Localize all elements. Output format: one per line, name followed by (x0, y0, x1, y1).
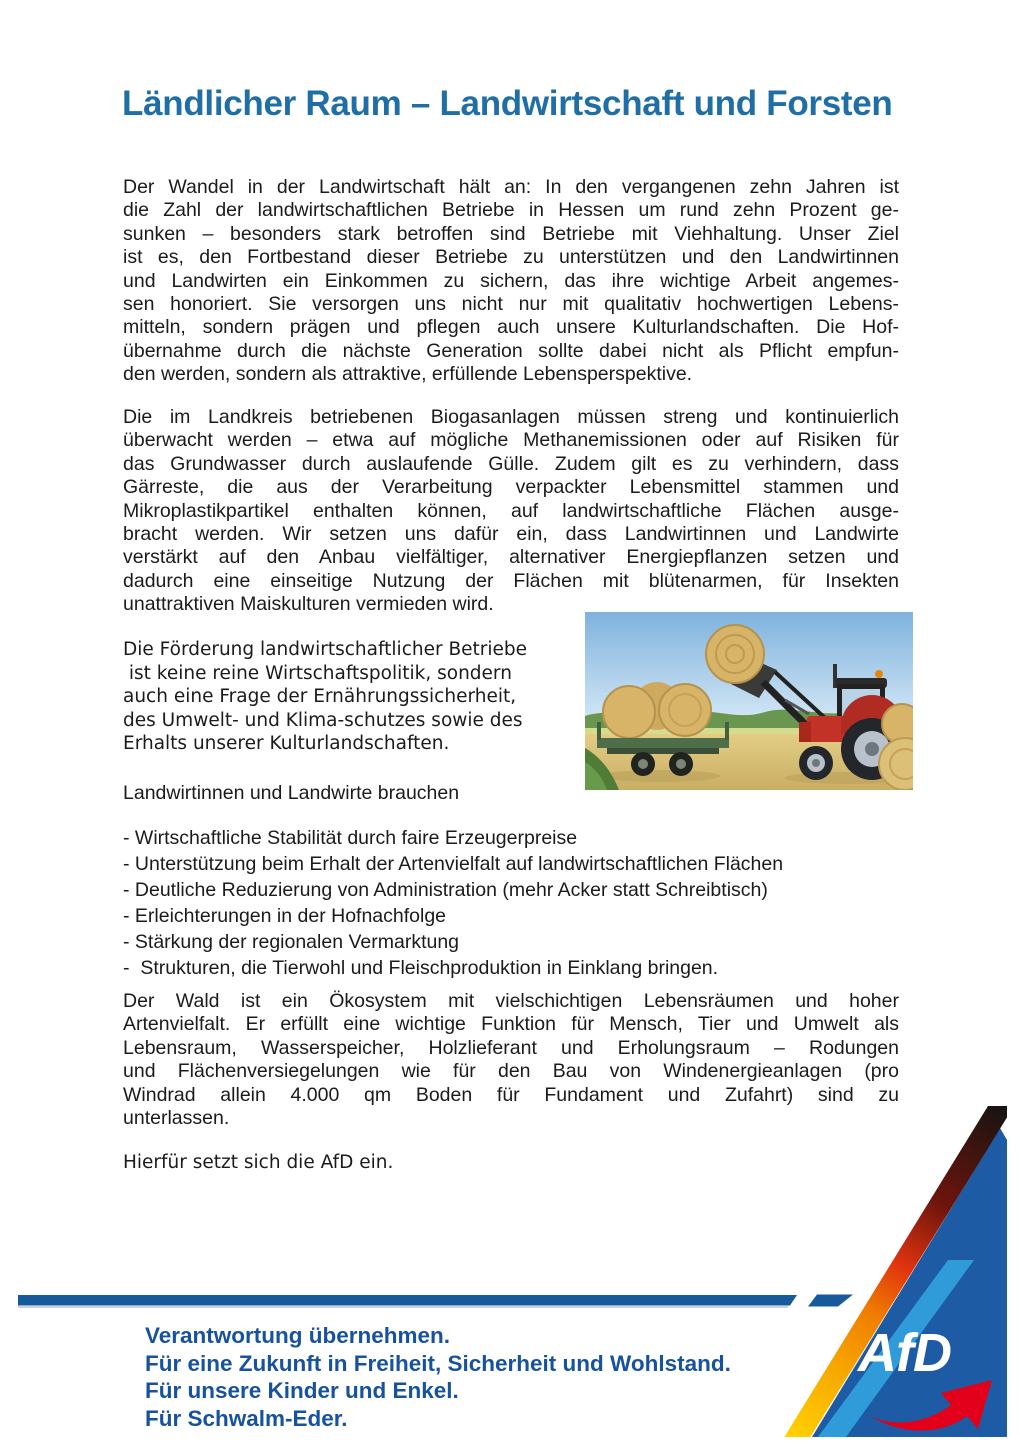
paragraph-line: unattraktiven Maiskulturen vermieden wird. (123, 593, 494, 616)
paragraph-line: Der Wald ist ein Ökosystem mit vielschichtigen Lebensräumen und hoher (123, 990, 899, 1012)
paragraph-line: sen honoriert. Sie versorgen uns nicht nur mit qualitativ hochwertigen Lebens- (123, 293, 899, 316)
shadow (600, 770, 720, 782)
slogan-line: Für eine Zukunft in Freiheit, Sicherheit und Wohlstand. (145, 1350, 731, 1376)
slogan-line: Für Schwalm-Eder. (145, 1406, 348, 1432)
paragraph-line: den werden, sondern als attraktive, erfüllende Lebensperspektive. (123, 363, 693, 386)
page-title: Ländlicher Raum – Landwirtschaft und Forsten (122, 84, 893, 123)
tractor-nose (799, 722, 811, 742)
trailer-frame (607, 748, 719, 754)
paragraph-line: dadurch eine einseitige Nutzung der Flächen mit blütenarmen, für Insekten (123, 569, 899, 592)
paragraph-line: Der Wandel in der Landwirtschaft hält an: In den vergangenen zehn Jahren ist (123, 176, 899, 198)
bar-shadow (18, 1306, 788, 1308)
paragraph-line: Gärreste, die aus der Verarbeitung verpackter Lebensmittel stammen und (123, 476, 899, 499)
paragraph-line: sunken – besonders stark betroffen sind Betriebe mit Viehhaltung. Unser Ziel (123, 222, 899, 245)
list-item: - Wirtschaftliche Stabilität durch faire Erzeugerpreise (123, 827, 578, 849)
tractor-hay-illustration (585, 612, 913, 790)
paragraph-wandel (123, 176, 899, 387)
paragraph-line: bracht werden. Wir setzen uns dafür ein, dass Landwirtinnen und Landwirte (123, 523, 899, 546)
beacon-light (875, 670, 883, 678)
trailer-bed (597, 738, 729, 748)
footer-slogan (145, 1322, 731, 1433)
paragraph-line: Mikroplastikpartikel enthalten können, auf landwirtschaftliche Flächen ausge- (123, 499, 899, 522)
paragraph-line: das Grundwasser durch auslaufende Gülle. Zudem gilt es zu verhindern, dass (123, 452, 899, 475)
paragraph-foerderung (123, 638, 593, 756)
slogan-line: Verantwortung übernehmen. (145, 1323, 451, 1348)
tractor-hay-photo (585, 612, 913, 790)
paragraph-line: ist keine reine Wirtschaftspolitik, sondern (123, 662, 512, 684)
paragraph-line: Die im Landkreis betriebenen Biogasanlagen müssen streng und kontinuierlich (123, 406, 899, 428)
paragraph-line: unterlassen. (123, 1107, 230, 1130)
needs-heading: Landwirtinnen und Landwirte brauchen (123, 782, 460, 804)
closing-line: Hierfür setzt sich die AfD ein. (123, 1152, 394, 1173)
wheel-hub (865, 742, 879, 756)
hay-bale (603, 686, 655, 738)
lifted-hay-bale (706, 625, 764, 683)
trailer-post (597, 722, 601, 740)
hay-bale (659, 684, 711, 736)
slogan-line: Für unsere Kinder und Enkel. (145, 1378, 459, 1404)
paragraph-line: Artenvielfalt. Er erfüllt eine wichtige Funktion für Mensch, Tier und Umwelt als (123, 1013, 899, 1036)
afd-logo: AfD (858, 1323, 951, 1383)
list-item: - Unterstützung beim Erhalt der Artenvielfalt auf landwirtschaftlichen Flächen (123, 852, 784, 875)
wheel-hub (676, 759, 686, 769)
footer-bar (18, 1295, 797, 1306)
paragraph-line: die Zahl der landwirtschaftlichen Betriebe in Hessen um rund zehn Prozent ge- (123, 199, 899, 222)
paragraph-line: überwacht werden – etwa auf mögliche Methanemissionen oder auf Risiken für (123, 429, 899, 452)
list-item: - Stärkung der regionalen Vermarktung (123, 930, 460, 953)
wheel-hub (812, 759, 820, 767)
paragraph-line: Lebensraum, Wasserspeicher, Holzlieferant und Erholungsraum – Rodungen (123, 1036, 899, 1059)
paragraph-line: auch eine Frage der Ernährungssicherheit, (123, 686, 517, 708)
paragraph-line: des Umwelt- und Klima-schutzes sowie des (123, 709, 523, 731)
paragraph-line: Windrad allein 4.000 qm Boden für Fundament und Zufahrt) sind zu (123, 1083, 899, 1106)
paragraph-line: Die Förderung landwirtschaftlicher Betriebe (123, 639, 528, 660)
needs-list (123, 826, 923, 981)
paragraph-line: ist es, den Fortbestand dieser Betriebe zu unterstützen und den Landwirtinnen (123, 246, 899, 269)
wheel-hub (638, 759, 648, 769)
paragraph-biogas (123, 406, 899, 617)
list-item: - Strukturen, die Tierwohl und Fleischproduktion in Einklang bringen. (123, 956, 719, 979)
paragraph-line: mitteln, sondern prägen und pflegen auch unsere Kulturlandschaften. Die Hof- (123, 316, 899, 339)
paragraph-line: und Flächenversiegelungen wie für den Bau von Windenergieanlagen (pro (123, 1060, 899, 1083)
list-item: - Erleichterungen in der Hofnachfolge (123, 904, 447, 927)
paragraph-line: und Landwirten ein Einkommen zu sichern, das ihre wichtige Arbeit angemes- (123, 269, 899, 292)
paragraph-line: Erhalts unserer Kulturlandschaften. (123, 733, 450, 755)
trailer-post (725, 722, 729, 740)
paragraph-line: verstärkt auf den Anbau vielfältiger, alternativer Energiepflanzen setzen und (123, 546, 899, 569)
list-item: - Deutliche Reduzierung von Administration (mehr Acker statt Schreibtisch) (123, 878, 768, 901)
paragraph-line: übernahme durch die nächste Generation sollte dabei nicht als Pflicht empfun- (123, 339, 899, 362)
footer-bar-segment (808, 1295, 853, 1307)
